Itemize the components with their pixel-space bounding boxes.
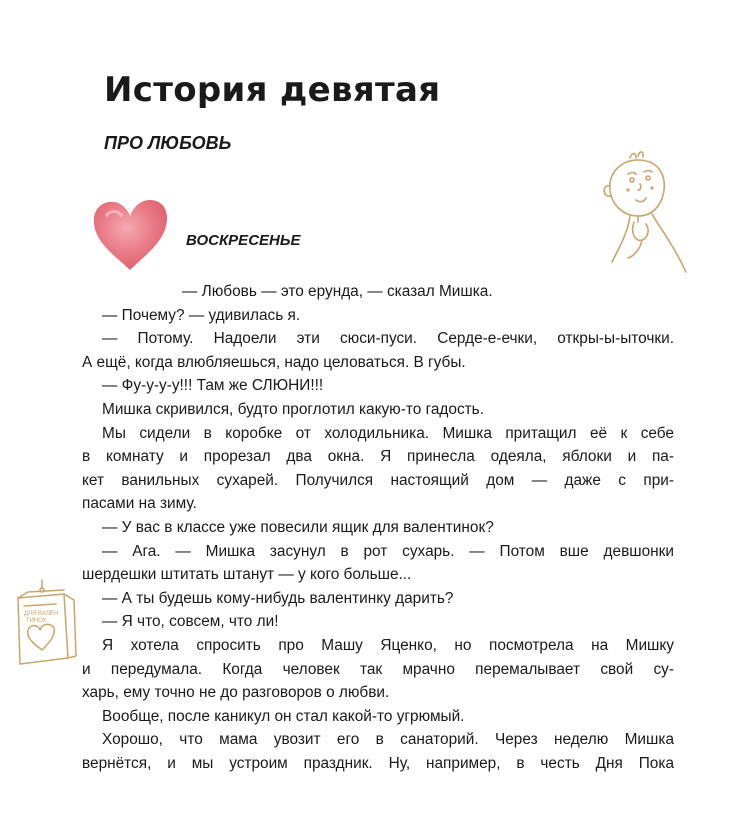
text-line: в комнату и прорезал два окна. Я принесла одеяла, яблоки и па- <box>82 448 674 466</box>
text-line: Мы сидели в коробке от холодильника. Мишка притащил её к себе <box>102 424 674 442</box>
text-line: — А ты будешь кому-нибудь валентинку дарить? <box>102 589 454 607</box>
text-line: Мишка скривился, будто проглотил какую-то гадость. <box>102 400 484 418</box>
text-line: вернётся, и мы устроим праздник. Ну, например, в честь Дня Пока <box>82 754 674 772</box>
text-line: и передумала. Когда человек так мрачно перемалывает свой су- <box>82 660 674 678</box>
text-line: — Я что, совсем, что ли! <box>102 613 279 631</box>
text-line: — Ага. — Мишка засунул в рот сухарь. — Потом вше девшонки <box>102 542 674 560</box>
box-label-line2: ТИНОК <box>26 618 47 624</box>
text-line: Хорошо, что мама увозит его в санаторий. Через неделю Мишка <box>102 731 674 749</box>
text-line: пасами на зиму. <box>82 495 197 513</box>
boy-doodle <box>590 150 700 280</box>
heart-illustration <box>88 196 172 274</box>
box-label-line1: ДЛЯ ВАЛЕН <box>24 611 59 617</box>
chapter-subtitle: ПРО ЛЮБОВЬ <box>104 133 232 153</box>
text-line: Вообще, после каникул он стал какой-то угрюмый. <box>102 707 465 725</box>
section-heading: ВОСКРЕСЕНЬЕ <box>186 232 301 249</box>
text-line: — Любовь — это ерунда, — сказал Мишка. <box>182 283 493 300</box>
text-line: шердешки штитать штанут — у кого больше... <box>82 566 412 584</box>
text-line: Я хотела спросить про Машу Яценко, но посмотрела на Мишку <box>102 636 674 654</box>
story-text <box>82 280 674 775</box>
chapter-title: История девятая <box>104 70 441 110</box>
text-line: кет ванильных сухарей. Получился настоящий дом — даже с при- <box>82 471 674 489</box>
text-line: — Почему? — удивилась я. <box>102 306 301 324</box>
text-line: — Потому. Надоели эти сюси-пуси. Серде-е-ечки, откры-ы-ыточки. <box>102 330 674 348</box>
text-line: харь, ему точно не до разговоров о любви. <box>82 684 390 702</box>
text-line: — У вас в классе уже повесили ящик для валентинок? <box>102 518 494 536</box>
text-line: А ещё, когда влюбляешься, надо целоваться. В губы. <box>82 353 466 371</box>
valentine-box-doodle <box>12 578 80 670</box>
text-line: — Фу-у-у-у!!! Там же СЛЮНИ!!! <box>102 377 324 395</box>
